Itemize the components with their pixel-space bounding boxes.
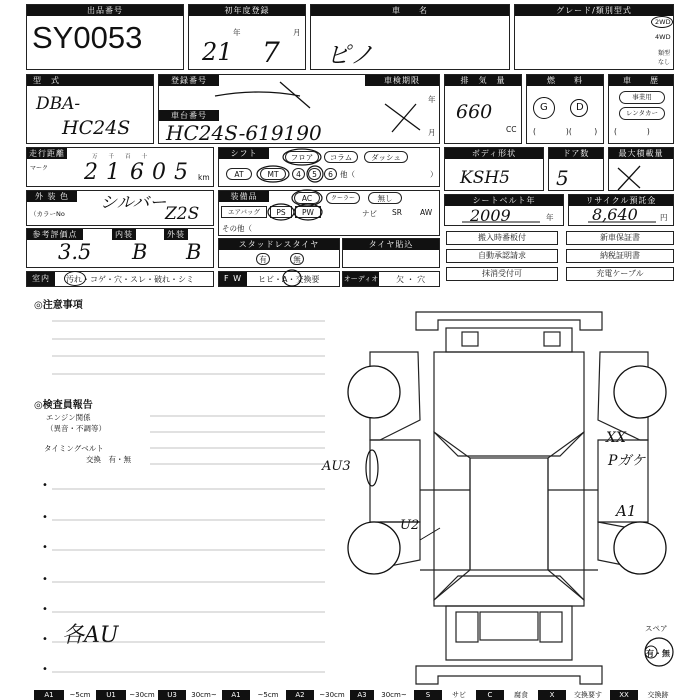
- legend-v-8: 交換要す: [574, 691, 602, 699]
- inspection-header: 車検期限: [365, 75, 439, 86]
- mileage-d3: 6: [130, 160, 144, 185]
- reg-year: 21: [202, 38, 233, 66]
- recycle-unit: 円: [660, 213, 668, 222]
- legend-k-3: A1: [222, 690, 250, 700]
- name-header: 車 名: [311, 5, 509, 16]
- body-value: KSH5: [460, 168, 510, 188]
- engine-sub: （異音・不調等）: [46, 424, 106, 433]
- fw-text: ヒビ・A・交換要: [258, 275, 320, 284]
- inspector-title: ◎検査員報告: [34, 400, 93, 411]
- eval-header: 参考評価点: [27, 229, 83, 240]
- legend-v-7: 腐食: [514, 691, 528, 699]
- studless-header: スタッドレスタイヤ: [219, 239, 339, 250]
- equip-none: 無し: [368, 192, 402, 204]
- shift-other: 他（: [340, 170, 355, 179]
- legend-k-5: A3: [350, 690, 374, 700]
- equip-header: 装備品: [219, 191, 269, 202]
- legend-v-1: ~30cm: [129, 691, 155, 699]
- chassis-header: 車台番号: [159, 110, 219, 121]
- color-note: （カラーNo: [30, 210, 65, 218]
- shift-5: 5: [308, 168, 321, 180]
- fuel-g: G: [540, 102, 548, 113]
- shift-column: コラム: [324, 151, 358, 163]
- reg-header: 初年度登録: [189, 5, 305, 16]
- drive-note-2: なし: [658, 59, 671, 66]
- legend-v-9: 交換跡: [647, 691, 669, 699]
- drive-2wd: 2WD: [655, 18, 671, 26]
- fw-label: F W: [219, 272, 247, 286]
- recycle-header: リサイクル預託金: [569, 195, 673, 206]
- history-rental: レンタカー: [619, 107, 665, 120]
- shift-floor: フロア: [285, 151, 319, 163]
- room-text: 汚れ・コゲ・穴・スレ・破れ・シミ: [66, 275, 194, 284]
- legend-k-1: U1: [96, 690, 126, 700]
- spare-label: スペア: [645, 624, 668, 633]
- timing-sub: 交換 有・無: [86, 455, 131, 464]
- grade-header: グレード/類別型式: [515, 5, 673, 16]
- mark-u2: U2: [400, 518, 420, 533]
- exterior-value: B: [186, 240, 202, 264]
- bullet-7: •: [42, 664, 48, 675]
- legend-k-7: C: [476, 690, 504, 700]
- year-unit: 年: [233, 28, 241, 37]
- shift-dash: ダッシュ: [364, 151, 408, 163]
- history-paren: ( ): [614, 127, 650, 136]
- body-header: ボディ形状: [445, 148, 543, 159]
- shift-at: AT: [226, 168, 252, 180]
- bullet-3: •: [42, 542, 48, 553]
- equip-ac: AC: [294, 192, 320, 204]
- exterior-header: 外装: [164, 229, 188, 240]
- bullet-1: •: [42, 480, 48, 491]
- insp-month-unit: 月: [428, 128, 436, 137]
- bullet-6: •: [42, 634, 48, 645]
- audio-label: オーディオ: [343, 272, 379, 286]
- doc-plate: 搬入時番板付: [446, 231, 558, 245]
- legend-k-8: X: [538, 690, 566, 700]
- bullet-4: •: [42, 574, 48, 585]
- legend-v-0: ~5cm: [69, 691, 91, 699]
- color-value: シルバー: [100, 193, 167, 213]
- car-name: ピノ: [326, 41, 374, 69]
- mileage-digit-labels: 万千百十: [92, 154, 159, 160]
- shift-mt: MT: [260, 168, 286, 180]
- mileage-header: 走行距離: [29, 149, 65, 158]
- legend-k-9: XX: [610, 690, 638, 700]
- legend-v-3: ~5cm: [257, 691, 279, 699]
- equip-pw: PW: [295, 206, 321, 218]
- cc-unit: CC: [506, 125, 517, 134]
- mark-p-gake: Pガケ: [608, 453, 646, 469]
- color-code: Z2S: [165, 204, 200, 224]
- equip-other: その他（: [222, 224, 252, 233]
- notes-title: ◎注意事項: [34, 300, 83, 311]
- history-header: 車 歴: [609, 75, 673, 86]
- doc-auto-approve: 自動承認請求: [446, 249, 558, 263]
- legend-v-5: 30cm~: [381, 691, 407, 699]
- doors-value: 5: [556, 166, 569, 190]
- equip-cooler: クーラー: [326, 192, 360, 204]
- mileage-d4: 0: [152, 160, 166, 185]
- seatbelt-header: シートベルト年: [445, 195, 563, 206]
- shift-6: 6: [324, 168, 337, 180]
- legend-k-4: A2: [286, 690, 314, 700]
- mileage-d2: 1: [106, 160, 120, 185]
- model-header: 型 式: [27, 75, 153, 86]
- doc-tax: 納税証明書: [566, 249, 674, 263]
- studless-yes: 有: [256, 253, 270, 265]
- legend-v-4: ~30cm: [319, 691, 345, 699]
- legend-k-0: A1: [34, 690, 64, 700]
- shift-4: 4: [292, 168, 305, 180]
- legend-v-6: サビ: [452, 691, 466, 699]
- seatbelt-unit: 年: [546, 213, 554, 222]
- legend-k-2: U3: [158, 690, 186, 700]
- doors-header: ドア数: [549, 148, 603, 159]
- equip-ps: PS: [270, 206, 292, 218]
- fuel-header: 燃 料: [527, 75, 603, 86]
- legend-v-2: 30cm~: [191, 691, 217, 699]
- chassis-number: HC24S-619190: [166, 121, 322, 145]
- engine-label: エンジン関係: [46, 413, 91, 422]
- fuel-d: D: [576, 102, 584, 113]
- doc-deregister: 抹消受付可: [446, 267, 558, 281]
- room-label: 室内: [27, 272, 55, 286]
- doc-charge-cable: 充電ケーブル: [566, 267, 674, 281]
- shift-header: シフト: [219, 148, 269, 159]
- mileage-d5: 5: [174, 160, 188, 185]
- equip-airbag: エアバッグ: [221, 206, 267, 218]
- mark-au3: AU3: [322, 459, 351, 474]
- audio-text: 欠 ・ 穴: [396, 275, 426, 284]
- capacity-header: 最大積載量: [609, 148, 673, 159]
- model-b: HC24S: [62, 117, 131, 139]
- studless-no: 無: [290, 253, 304, 265]
- notes-handwritten: 各AU: [62, 623, 119, 648]
- drive-note-1: 類型: [658, 50, 671, 57]
- history-business: 事業用: [619, 91, 665, 104]
- bullet-2: •: [42, 512, 48, 523]
- shift-other-close: ）: [430, 170, 438, 179]
- displacement-header: 排 気 量: [445, 75, 521, 86]
- interior-value: B: [132, 240, 148, 264]
- mileage-d1: 2: [84, 160, 98, 185]
- spare-value: 有・無: [646, 649, 670, 658]
- lot-number: SY0053: [32, 20, 143, 55]
- mark-xx: XX: [606, 430, 626, 446]
- lot-header: 出品番号: [27, 5, 183, 16]
- mark-a1: A1: [616, 502, 637, 520]
- reg-month: 7: [262, 36, 280, 69]
- month-unit: 月: [293, 28, 301, 37]
- fuel-paren: ( )( ): [533, 127, 598, 136]
- recycle-value: 8,640: [592, 205, 638, 224]
- bullet-5: •: [42, 604, 48, 615]
- doc-warranty: 新車保証書: [566, 231, 674, 245]
- tire-header: タイヤ貼込: [343, 239, 439, 250]
- drive-4wd: 4WD: [655, 33, 671, 41]
- legend-k-6: S: [414, 690, 442, 700]
- interior-header: 内装: [112, 229, 136, 240]
- model-a: DBA-: [36, 94, 81, 114]
- regno-header: 登録番号: [159, 75, 219, 86]
- eval-value: 3.5: [58, 240, 92, 264]
- km-unit: km: [198, 173, 210, 182]
- displacement-value: 660: [456, 101, 493, 123]
- equip-navi: ナビ: [362, 209, 377, 218]
- equip-aw: AW: [420, 208, 433, 217]
- equip-sr: SR: [392, 208, 402, 217]
- mileage-mark: マーク: [30, 165, 49, 172]
- insp-year-unit: 年: [428, 95, 436, 104]
- seatbelt-year: 2009: [470, 206, 511, 225]
- timing-label: タイミングベルト: [44, 444, 104, 453]
- color-header: 外 装 色: [27, 191, 77, 202]
